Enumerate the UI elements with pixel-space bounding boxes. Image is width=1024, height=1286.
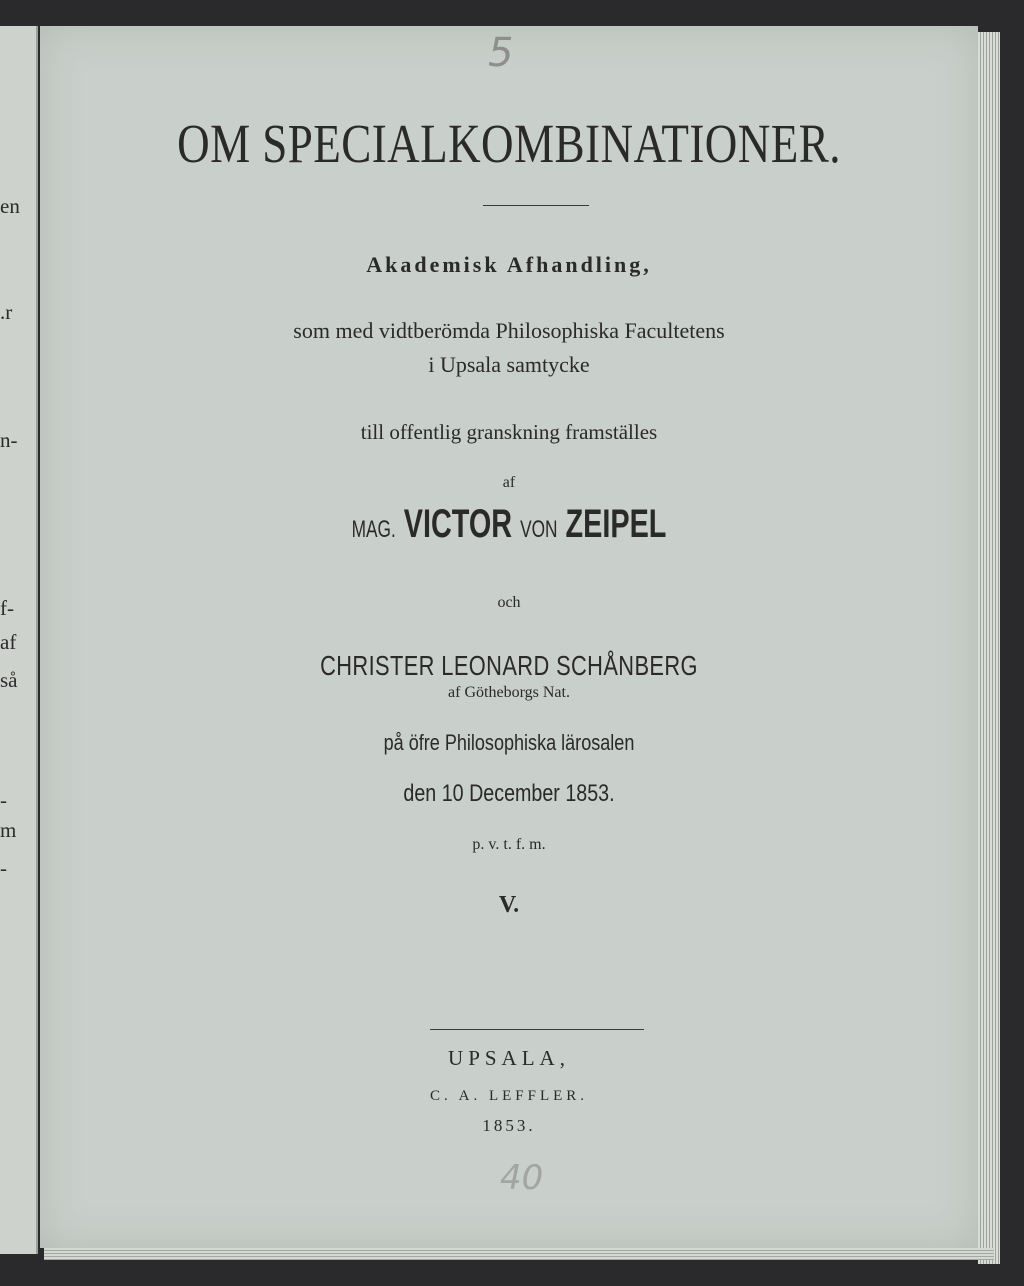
dedication-line-2: i Upsala samtycke (428, 352, 590, 377)
page-title: OM SPECIALKOMBINATIONER. (177, 113, 841, 174)
author-1-last-name: ZEIPEL (565, 502, 667, 546)
left-page-fragment: f- (0, 596, 14, 620)
time-line: p. v. t. f. m. (472, 836, 546, 853)
subtitle: Akademisk Afhandling, (366, 252, 652, 277)
af-label: af (502, 474, 516, 491)
imprint-city: UPSALA, (448, 1046, 570, 1070)
imprint-printer: C. A. LEFFLER. (429, 1088, 589, 1104)
date-line: den 10 December 1853. (403, 780, 615, 807)
author-1-prefix: MAG. (351, 516, 396, 543)
left-page-fragment: m (0, 818, 17, 842)
page-edges-bottom (44, 1248, 994, 1260)
imprint-rule (430, 1029, 644, 1030)
venue-line: på öfre Philosophiska lärosalen (383, 730, 635, 755)
pencil-folio-mark: 5 (488, 30, 514, 76)
left-page-fragment: - (0, 856, 7, 880)
title-rule (483, 205, 589, 206)
left-page-edge (0, 26, 38, 1254)
left-page-fragment: - (0, 788, 7, 812)
och-label: och (497, 594, 521, 611)
author-2: CHRISTER LEONARD SCHÅNBERG (320, 650, 698, 681)
left-page-fragment: .r (0, 300, 13, 324)
dedication-line-1: som med vidtberömda Philosophiska Facultetens (293, 318, 725, 343)
dedication-line-3: till offentlig granskning framställes (360, 420, 658, 444)
pencil-shelf-number: 40 (500, 1158, 544, 1198)
left-page-fragment: en (0, 194, 20, 218)
author-1-particle: VON (520, 516, 558, 543)
left-page-fragment: så (0, 668, 18, 692)
page-edges-right (978, 32, 1000, 1264)
imprint-year: 1853. (482, 1116, 536, 1135)
author-1 (171, 502, 846, 547)
author-2-origin: af Götheborgs Nat. (448, 684, 570, 701)
left-page-fragment: af (0, 630, 17, 654)
part-number: V. (498, 892, 520, 918)
left-page-fragment: n- (0, 428, 18, 452)
author-1-first-name: VICTOR (403, 502, 513, 546)
